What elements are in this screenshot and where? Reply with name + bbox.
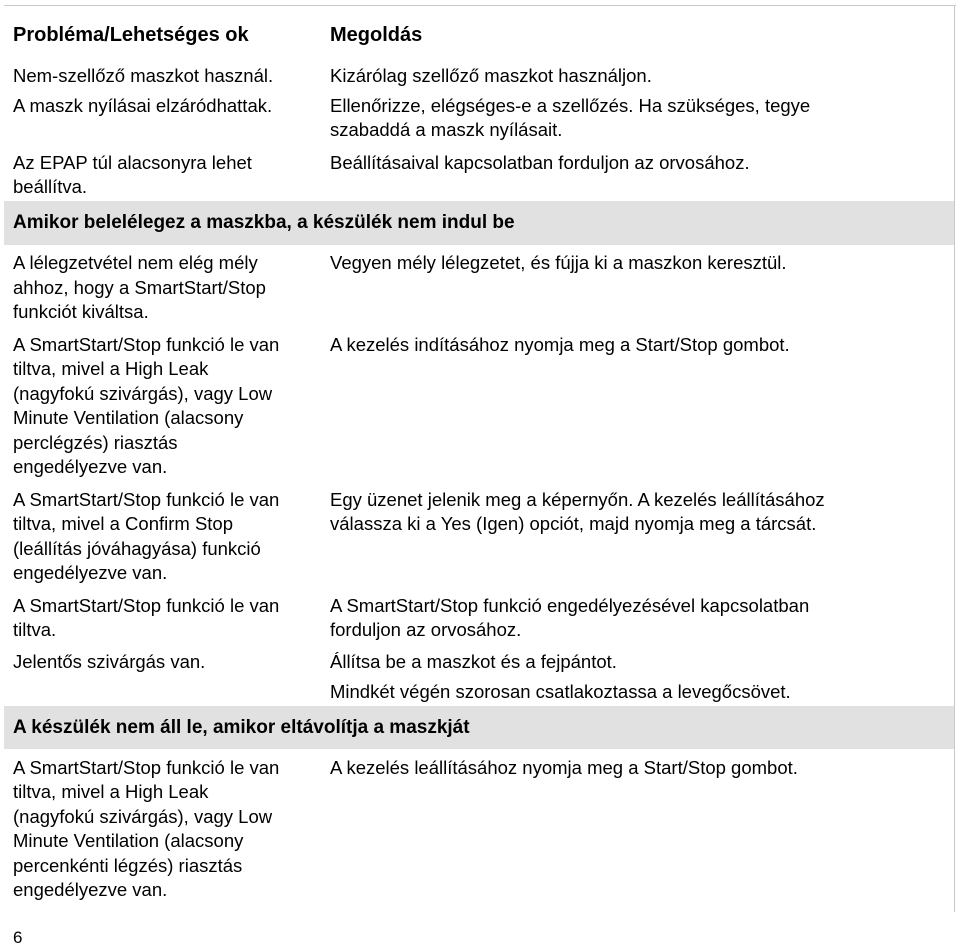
- section-title: A készülék nem áll le, amikor eltávolítja a maszkját: [13, 717, 470, 738]
- solution-line: válassza ki a Yes (Igen) opciót, majd nyomja meg a tárcsát.: [330, 513, 817, 534]
- problem-line: tiltva, mivel a High Leak: [13, 358, 209, 379]
- solution-line: A SmartStart/Stop funkció engedélyezésével kapcsolatban: [330, 595, 810, 616]
- problem-line: ahhoz, hogy a SmartStart/Stop: [13, 277, 266, 298]
- page-number: 6: [13, 928, 23, 947]
- problem-line: engedélyezve van.: [13, 562, 168, 583]
- problem-line: A SmartStart/Stop funkció le van: [13, 757, 280, 778]
- problem-line: engedélyezve van.: [13, 456, 168, 477]
- section-title: Amikor belelélegez a maszkba, a készülék nem indul be: [13, 212, 515, 233]
- solution-line: szabaddá a maszk nyílásait.: [330, 119, 563, 140]
- problem-line: Minute Ventilation (alacsony: [13, 830, 244, 851]
- problem-line: tiltva.: [13, 619, 57, 640]
- problem-line: Jelentős szivárgás van.: [13, 651, 206, 672]
- problem-line: Az EPAP túl alacsonyra lehet: [13, 152, 252, 173]
- header-problem: Probléma/Lehetséges ok: [13, 24, 249, 46]
- problem-line: A maszk nyílásai elzáródhattak.: [13, 95, 273, 116]
- problem-line: perclégzés) riasztás: [13, 432, 178, 453]
- problem-line: A SmartStart/Stop funkció le van: [13, 489, 280, 510]
- solution-line: Egy üzenet jelenik meg a képernyőn. A kezelés leállításához: [330, 489, 825, 510]
- problem-line: Nem-szellőző maszkot használ.: [13, 65, 274, 86]
- problem-line: A lélegzetvétel nem elég mély: [13, 252, 258, 273]
- solution-line: A kezelés indításához nyomja meg a Start/Stop gombot.: [330, 334, 790, 355]
- problem-line: tiltva, mivel a High Leak: [13, 781, 209, 802]
- solution-line: forduljon az orvosához.: [330, 619, 522, 640]
- problem-line: (nagyfokú szivárgás), vagy Low: [13, 383, 273, 404]
- solution-line: Ellenőrizze, elégséges-e a szellőzés. Ha szükséges, tegye: [330, 95, 811, 116]
- problem-line: (nagyfokú szivárgás), vagy Low: [13, 806, 273, 827]
- problem-line: tiltva, mivel a Confirm Stop: [13, 513, 234, 534]
- problem-line: Minute Ventilation (alacsony: [13, 407, 244, 428]
- solution-line: Mindkét végén szorosan csatlakoztassa a levegőcsövet.: [330, 681, 791, 702]
- problem-line: (leállítás jóváhagyása) funkció: [13, 538, 261, 559]
- problem-line: engedélyezve van.: [13, 879, 168, 900]
- solution-line: Vegyen mély lélegzetet, és fújja ki a maszkon keresztül.: [330, 252, 787, 273]
- solution-line: Kizárólag szellőző maszkot használjon.: [330, 65, 652, 86]
- problem-line: A SmartStart/Stop funkció le van: [13, 334, 280, 355]
- solution-line: A kezelés leállításához nyomja meg a Start/Stop gombot.: [330, 757, 798, 778]
- solution-line: Beállításaival kapcsolatban forduljon az orvosához.: [330, 152, 750, 173]
- header-solution: Megoldás: [330, 24, 423, 46]
- table-right-border: [954, 5, 955, 912]
- problem-line: percenkénti légzés) riasztás: [13, 855, 243, 876]
- table-top-border: [4, 5, 956, 6]
- problem-line: funkciót kiváltsa.: [13, 301, 149, 322]
- solution-line: Állítsa be a maszkot és a fejpántot.: [330, 651, 617, 672]
- problem-line: beállítva.: [13, 176, 88, 197]
- problem-line: A SmartStart/Stop funkció le van: [13, 595, 280, 616]
